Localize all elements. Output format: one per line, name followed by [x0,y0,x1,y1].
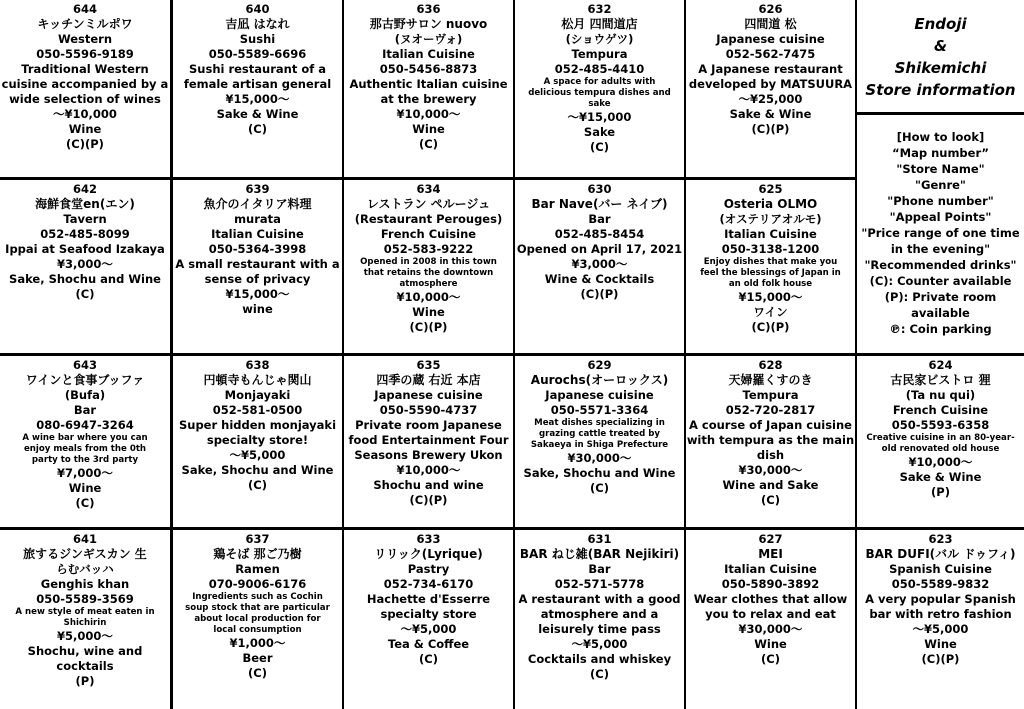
store-line: (Bufa) [64,388,106,402]
store-card [686,356,855,527]
store-card [686,0,855,177]
map-number: 629 [587,358,612,372]
store-line: Bar [588,562,611,576]
store-line: an old folk house [728,279,813,289]
store-line: (C)(P) [409,493,448,507]
store-line: Sake & Wine [729,107,812,121]
store-line: Meat dishes specializing in [534,418,665,428]
store-line: Bar [588,212,611,226]
store-line: Sake, Shochu and Wine [523,466,676,480]
store-line: Sushi [239,32,276,46]
store-line: Spanish Cuisine [889,562,992,576]
store-line: 050-5589-9832 [891,577,990,591]
store-line: 050-5890-3892 [721,577,820,591]
store-card [857,356,1024,527]
store-line: Opened on April 17, 2021 [516,242,683,256]
store-card [344,356,513,527]
store-name: 旅するジンギスカン 生 [23,547,147,561]
store-name: 松月 四間道店 [561,17,638,31]
store-line: Pastry [407,562,450,576]
title-line: Shikemichi [894,59,987,77]
store-line: (C) [248,122,267,136]
store-line: らむバッハ [56,562,114,576]
store-line: A very popular Spanish [865,592,1016,606]
map-number: 641 [72,532,97,546]
map-number: 631 [587,532,612,546]
store-line: French Cuisine [380,227,477,241]
map-number: 623 [928,532,953,546]
store-line: (C) [75,287,95,301]
store-line: Tempura [571,47,628,61]
store-line: (C) [590,481,609,495]
store-line: you to relax and eat [705,607,836,621]
legend-line: (C): Counter available [869,274,1012,288]
store-line: 050-5593-6358 [891,418,990,432]
store-line: Monjayaki [224,388,291,402]
store-line: 052-485-8454 [554,227,645,241]
store-line: (C)(P) [580,287,619,301]
store-line: specialty store [380,607,477,621]
map-number: 630 [587,182,612,196]
store-line: Beer [242,651,273,665]
store-line: that retains the downtown [363,268,494,278]
store-line: 〜¥10,000 [53,107,117,121]
title-line: Store information [865,81,1016,99]
store-line: A small restaurant with a [175,257,340,271]
store-name: Bar Nave(バー ネイブ) [531,197,668,211]
store-line: 050-5364-3998 [208,242,307,256]
store-line: 052-720-2817 [725,403,816,417]
store-line: (ショウゲツ) [565,32,634,46]
store-line: Italian Cuisine [724,227,817,241]
store-line: Wine [924,637,957,651]
store-line: (C)(P) [751,320,790,334]
store-line: ¥7,000〜 [57,466,113,480]
store-name: 鶏そば 那ご乃樹 [213,547,302,561]
store-line: food Entertainment Four [348,433,509,447]
store-line: 050-3138-1200 [721,242,820,256]
store-line: A Japanese restaurant [698,62,843,76]
store-line: Japanese cuisine [716,32,825,46]
store-line: old renovated old house [881,444,1000,454]
store-line: Japanese cuisine [374,388,483,402]
map-number: 626 [758,2,783,16]
store-line: 052-734-6170 [383,577,474,591]
store-line: (C) [761,652,780,666]
map-number: 639 [245,182,270,196]
store-line: ¥30,000〜 [738,463,803,477]
store-card [344,180,513,353]
store-name: 魚介のイタリア料理 [203,197,312,211]
legend-line: ℗: Coin parking [889,322,992,336]
store-line: Wear clothes that allow [693,592,848,606]
store-line: (C) [590,667,609,681]
store-line: ¥30,000〜 [567,451,632,465]
store-line: sense of privacy [204,272,311,286]
store-line: A restaurant with a good [518,592,681,606]
store-line: Tavern [63,212,107,226]
store-line: 〜¥5,000 [229,448,286,462]
store-line: French Cuisine [892,403,989,417]
store-card [515,356,684,527]
store-line: 〜¥5,000 [912,622,969,636]
store-line: Tempura [742,388,799,402]
store-line: (P) [931,485,950,499]
store-line: ¥10,000〜 [396,290,461,304]
store-line: (C)(P) [66,137,104,151]
store-line: wide selection of wines [9,92,161,106]
map-number: 636 [416,2,441,16]
store-line: Sake & Wine [216,107,299,121]
store-line: local consumption [213,625,302,635]
store-line: (Ta nu qui) [905,388,976,402]
store-line: Italian Cuisine [382,47,475,61]
legend-line: [How to look] [896,130,985,144]
store-name: キッチンミルポワ [37,17,133,31]
legend-panel [857,115,1024,353]
legend-line: "Store Name" [896,162,985,176]
store-line: Sake, Shochu and Wine [9,272,161,286]
store-line: ¥3,000〜 [571,257,628,271]
store-card [0,0,170,177]
store-line: ¥15,000〜 [738,290,803,304]
store-line: about local production for [194,614,321,624]
store-line: (C)(P) [921,652,960,666]
store-name: BAR ねじ雑(BAR Nejikiri) [519,547,680,561]
store-line: bar with retro fashion [869,607,1012,621]
store-name: 天婦羅くすのき [728,373,813,387]
store-line: atmosphere and a [540,607,659,621]
store-line: (Restaurant Perouges) [354,212,503,226]
store-line: ¥15,000〜 [225,92,290,106]
store-line: Sakaeya in Shiga Prefecture [530,440,669,450]
store-line: (C) [419,652,438,666]
store-line: 052-562-7475 [725,47,816,61]
store-line: Hachette d'Esserre [366,592,491,606]
store-line: (P) [75,674,95,688]
map-number: 637 [245,532,270,546]
store-line: Genghis khan [40,577,130,591]
store-line: (C) [75,496,95,510]
store-line: ¥10,000〜 [908,455,973,469]
store-line: delicious tempura dishes and [528,88,671,98]
map-number: 634 [416,182,441,196]
store-card [515,180,684,353]
store-line: ワイン [753,305,788,319]
store-line: (C)(P) [751,122,790,136]
store-card [344,0,513,177]
store-line: (C) [590,140,609,154]
store-line: (C) [419,137,438,151]
map-number: 643 [72,358,97,372]
store-line: Traditional Western [21,62,149,76]
store-line: sake [588,99,611,109]
title-line: Endoji [914,15,967,33]
legend-line: "Appeal Points" [889,210,992,224]
store-line: at the brewery [380,92,477,106]
store-line: ¥1,000〜 [229,636,286,650]
store-line: specialty store! [206,433,309,447]
legend-line: in the evening" [890,242,991,256]
store-line: enjoy meals from the 0th [23,444,147,454]
store-card [344,530,513,709]
legend-line: "Price range of one time [861,226,1020,240]
store-line: Creative cuisine in an 80-year- [866,433,1015,443]
store-line: wine [242,302,273,316]
store-card [0,530,170,709]
store-card [173,0,342,177]
store-line: 052-485-4410 [554,62,645,76]
store-line: ¥10,000〜 [396,463,461,477]
store-line: Shochu and wine [373,478,484,492]
store-name: リリック(Lyrique) [374,547,483,561]
store-line: 070-9006-6176 [208,577,307,591]
store-card [0,356,170,527]
store-line: Wine & Cocktails [544,272,655,286]
store-card [515,530,684,709]
store-line: 〜¥5,000 [400,622,457,636]
store-line: with tempura as the main [686,433,855,447]
store-name: 那古野サロン nuovo [369,17,488,31]
store-line: 080-6947-3264 [36,418,134,432]
store-name: ワインと食事ブッファ [25,373,145,387]
store-name: 四間道 松 [744,17,797,31]
store-line: 052-571-5778 [554,577,645,591]
store-line: Authentic Italian cuisine [349,77,508,91]
store-line: Enjoy dishes that make you [703,257,838,267]
store-line: atmosphere [399,279,458,289]
legend-line: "Genre" [915,178,966,192]
map-number: 635 [416,358,441,372]
store-line: Bar [73,403,97,417]
store-name: レストラン ペルージュ [366,197,491,211]
store-line: (ヌオーヴォ) [394,32,463,46]
store-line: 〜¥15,000 [567,110,632,124]
map-number: 642 [72,182,97,196]
store-line: ¥15,000〜 [225,287,290,301]
store-name: BAR DUFI(バル ドゥフィ) [865,547,1016,561]
store-line: Ingredients such as Cochin [192,592,323,602]
legend-line: "Phone number" [887,194,994,208]
store-line: Wine [68,481,102,495]
store-line: Shochu, wine and [27,644,143,658]
store-line: grazing cattle treated by [538,429,661,439]
store-card [686,180,855,353]
store-line: Western [57,32,113,46]
map-number: 644 [72,2,97,16]
store-line: Wine [68,122,102,136]
store-line: A wine bar where you can [22,433,148,443]
store-line: ¥30,000〜 [738,622,803,636]
legend-line: (P): Private room available [884,290,997,320]
legend-line: "Recommended drinks" [864,258,1017,272]
store-line: Seasons Brewery Ukon [354,448,503,462]
map-number: 627 [758,532,783,546]
store-line: Sake [583,125,616,139]
map-number: 633 [416,532,441,546]
store-line: 050-5590-4737 [379,403,478,417]
store-line: 050-5589-3569 [36,592,134,606]
store-line: ¥3,000〜 [57,257,113,271]
title-panel [857,0,1024,112]
store-line: Sushi restaurant of a [189,62,326,76]
store-line: (C) [248,478,267,492]
map-number: 632 [587,2,612,16]
store-line: Italian Cuisine [724,562,817,576]
store-card [173,530,342,709]
store-line: 050-5456-8873 [379,62,478,76]
store-name: 海鮮食堂en(エン) [35,197,135,211]
store-line: Wine and Sake [722,478,819,492]
store-line: Japanese cuisine [545,388,654,402]
store-line: 050-5589-6696 [208,47,307,61]
store-name: 古民家ビストロ 狸 [890,373,991,387]
store-name: 四季の蔵 右近 本店 [376,373,481,387]
store-line: murata [234,212,281,226]
store-name: 円頓寺もんじゃ関山 [203,373,312,387]
store-line: developed by MATSUURA [688,77,853,91]
store-line: 050-5571-3364 [550,403,649,417]
store-name: 吉凪 はなれ [225,17,290,31]
store-line: Sake, Shochu and Wine [181,463,334,477]
store-line: Ramen [235,562,280,576]
title-line: & [933,37,948,55]
store-line: (C)(P) [409,320,448,334]
store-line: Italian Cuisine [211,227,304,241]
store-line: A course of Japan cuisine [689,418,852,432]
store-line: female artisan general [183,77,332,91]
store-line: 〜¥25,000 [738,92,803,106]
store-line: Shichirin [63,618,107,628]
map-number: 628 [758,358,783,372]
store-line: ¥5,000〜 [57,629,113,643]
store-line: 050-5596-9189 [36,47,134,61]
store-line: cuisine accompanied by a [1,77,169,91]
store-line: 052-485-8099 [40,227,130,241]
store-line: Private room Japanese [355,418,502,432]
store-line: 052-581-0500 [212,403,303,417]
store-name: Aurochs(オーロックス) [530,373,669,387]
store-line: 052-583-9222 [383,242,474,256]
map-number: 624 [928,358,953,372]
store-card [857,530,1024,709]
store-card [173,356,342,527]
store-line: (C) [248,666,267,680]
store-line: A new style of meat eaten in [15,607,155,617]
map-number: 625 [758,182,783,196]
store-line: (C) [761,493,780,507]
store-line: Super hidden monjayaki [178,418,337,432]
store-line: Wine [412,122,445,136]
store-line: dish [756,448,785,462]
store-card [173,180,342,353]
store-line: feel the blessings of Japan in [700,268,841,278]
store-line: cocktails [56,659,114,673]
store-line: Tea & Coffee [387,637,470,651]
store-line: party to the 3rd party [31,455,139,465]
store-line: Wine [754,637,787,651]
store-line: Ippai at Seafood Izakaya [5,242,165,256]
store-line: soup stock that are particular [185,603,330,613]
map-number: 638 [245,358,270,372]
store-line: 〜¥5,000 [571,637,628,651]
store-line: leisurely time pass [538,622,661,636]
store-line: Opened in 2008 in this town [360,257,497,267]
store-line: A space for adults with [543,77,656,87]
store-card [0,180,170,353]
store-name: Osteria OLMO [723,197,818,211]
store-card [686,530,855,709]
store-name: MEI [758,547,783,561]
store-card [515,0,684,177]
store-line: Cocktails and whiskey [527,652,672,666]
store-line: Sake & Wine [899,470,982,484]
store-line: ¥10,000〜 [396,107,461,121]
map-number: 640 [245,2,270,16]
legend-line: “Map number” [892,146,989,160]
store-line: Wine [412,305,445,319]
store-line: (オステリアオルモ) [719,212,822,226]
